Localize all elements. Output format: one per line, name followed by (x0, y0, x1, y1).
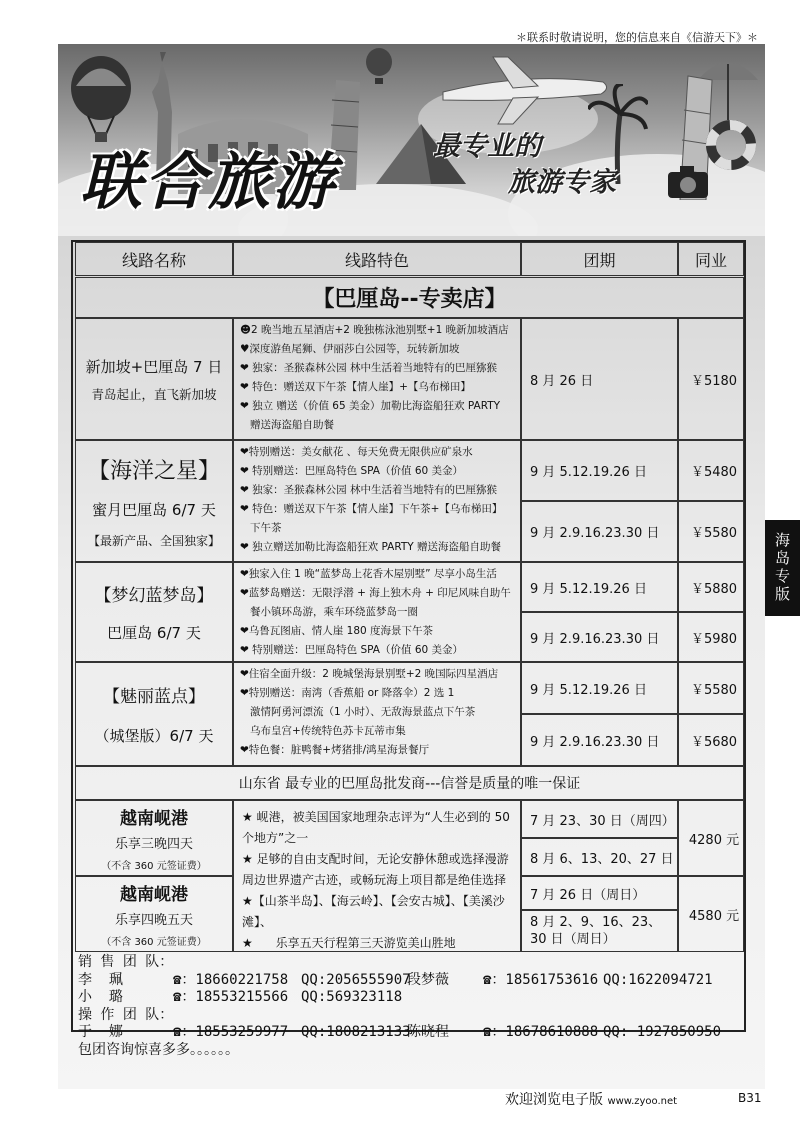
route-note: （不含 360 元签证费） (101, 937, 207, 948)
feature-line: ★【山茶半岛】、【海云岭】、【会安古城】、【美溪沙滩】、 (242, 894, 505, 929)
route-subtitle: 乐享三晚四天 (114, 837, 193, 852)
contact-tel: ☎：18678610888 (483, 1024, 599, 1040)
airplane-icon (433, 52, 613, 132)
brand-logo: 联合旅游 (80, 145, 337, 218)
feature-line: ❤ 独立赠送加勒比海盗船狂欢 PARTY 赠送海盗船自助餐 (240, 541, 502, 553)
contact-tel: ☎：18561753616 (483, 971, 599, 988)
feature-line: ❤住宿全面升级：2 晚城堡海景别墅+2 晚国际四星酒店 (240, 668, 499, 680)
feature-line: 下午茶 (240, 522, 282, 534)
feature-line: 赠送海盗船自助餐 (240, 419, 335, 431)
contact-qq: QQ:2056555907 (301, 971, 411, 988)
contact-name: 于 娜 (78, 1024, 123, 1040)
contact-row (78, 1024, 721, 1042)
route-name-cell (75, 662, 233, 766)
page-number: B31 (738, 1091, 762, 1105)
feature-line: ★ 岘港，被美国国家地理杂志评为“人生必到的 50 个地方”之一 (242, 810, 510, 845)
route-features (233, 440, 521, 562)
feature-line: 餐小镇环岛游，乘车环绕蓝梦岛一圈 (240, 606, 419, 618)
feature-line: ❤ 特色：赠送双下午茶【情人崖】+【乌布梯田】 (240, 381, 471, 393)
route-name-cell (75, 562, 233, 662)
contact-qq: QQ:569323118 (301, 989, 403, 1005)
feature-line: ❤特别赠送：南湾（香蕉船 or 降落伞）2 选 1 (240, 687, 455, 699)
banner (58, 44, 765, 236)
route-name: 新加坡+巴厘岛 7 日 (85, 357, 223, 376)
feature-line: ♥深度游鱼尾狮、伊丽莎白公园等，玩转新加坡 (240, 343, 460, 355)
tour-date: 8 月 2、9、16、23、30 日（周日） (521, 910, 678, 952)
contact-row (78, 972, 721, 990)
tour-date: 7 月 26 日（周日） (521, 876, 678, 910)
feature-line: ❤ 特色：赠送双下午茶【情人崖】下午茶+【乌布梯田】 (240, 503, 503, 515)
source-note: ＊联系时敬请说明，您的信息来自《信游天下》＊ (516, 31, 758, 44)
route-name: 【梦幻蓝梦岛】 (94, 586, 214, 606)
sales-label: 销 售 团 队： (78, 954, 174, 970)
contact-name: 李 珮 (78, 971, 123, 988)
tour-date: 9 月 2.9.16.23.30 日 (521, 501, 678, 562)
tour-price: ￥5680 (678, 714, 744, 766)
route-name: 越南岘港 (120, 809, 188, 829)
feature-line: ❤特色餐：脏鸭餐+烤猪排/鸿星海景餐厅 (240, 744, 430, 756)
feature-line: ❤蓝梦岛赠送：无限浮潜 + 海上独木舟 + 印尼风味自助午 (240, 587, 511, 599)
side-tab: 海岛专版 (765, 520, 800, 616)
contact-tel: ☎：18660221758 (173, 971, 289, 988)
route-features (233, 662, 521, 766)
tour-date: 8 月 26 日 (521, 318, 678, 440)
feature-line: ❤ 独立 赠送（价值 65 美金）加勒比海盗船狂欢 PARTY (240, 400, 501, 412)
contact-qq: QQ:1622094721 (603, 971, 713, 988)
feature-line: 激情阿勇河漂流（1 小时）、无敌海景蓝点下午茶 (240, 706, 476, 718)
feature-line: ☻2 晚当地五星酒店+2 晚独栋泳池别墅+1 晚新加坡酒店 (240, 324, 509, 336)
small-balloon-icon (363, 48, 395, 88)
contact-tel: ☎：18553259977 (173, 1024, 289, 1040)
footer-url[interactable]: www.zyoo.net (607, 1096, 678, 1107)
tour-price: ￥5480 (678, 440, 744, 501)
route-name-cell (75, 318, 233, 440)
tour-date: 9 月 5.12.19.26 日 (521, 662, 678, 714)
tour-date: 9 月 5.12.19.26 日 (521, 440, 678, 501)
tour-date: 8 月 6、13、20、27 日 (521, 838, 678, 876)
tour-price: ￥5580 (678, 501, 744, 562)
section-title: 【巴厘岛--专卖店】 (75, 277, 744, 318)
route-note: 【最新产品、全国独家】 (87, 533, 220, 548)
contact-tel: ☎：18553215566 (173, 989, 289, 1005)
contact-name: 陈晓程 (407, 1024, 449, 1040)
feature-line: ❤ 特别赠送：巴厘岛特色 SPA（价值 60 美金） (240, 644, 464, 656)
tour-price: 4280 元 (678, 800, 744, 876)
feature-line: ❤ 特别赠送：巴厘岛特色 SPA（价值 60 美金） (240, 465, 464, 477)
header-route: 线路名称 (75, 242, 233, 276)
feature-line: ★ 乐享五天行程第三天游览美山胜地 (242, 936, 456, 950)
feature-line: 乌布皇宫+传统特色苏卡瓦蒂市集 (240, 725, 406, 737)
feature-line: ★ 足够的自由支配时间，无论安静休憩或选择漫游周边世界遗产古迹，或畅玩海上项目都是绝佳选择 (242, 852, 509, 887)
life-ring-icon (706, 120, 756, 170)
route-name: 【魅丽蓝点】 (103, 687, 205, 707)
slogan-line2: 旅游专家 (508, 167, 616, 198)
route-subtitle: 巴厘岛 6/7 天 (107, 624, 201, 642)
tour-price: 4580 元 (678, 876, 744, 952)
route-subtitle: （城堡版）6/7 天 (94, 727, 214, 745)
route-features (233, 562, 521, 662)
route-name-cell (75, 800, 233, 876)
tour-price: ￥5580 (678, 662, 744, 714)
header-feature: 线路特色 (233, 242, 521, 276)
feature-line: ❤ 独家：圣猴森林公园 林中生活着当地特有的巴厘猕猴 (240, 484, 497, 496)
header-peer: 同业 (678, 242, 744, 276)
contact-name: 段梦薇 (407, 971, 449, 988)
feature-line: ❤独家入住 1 晚“蓝梦岛上花香木屋别墅” 尽享小岛生活 (240, 568, 497, 580)
footer-text: 欢迎浏览电子版 (505, 1092, 603, 1108)
contact-qq: QQ:1808213133 (301, 1024, 411, 1040)
route-name-cell (75, 876, 233, 952)
route-subtitle: 蜜月巴厘岛 6/7 天 (92, 500, 216, 519)
slogan-line1: 最专业的 (433, 131, 541, 162)
route-name: 【海洋之星】 (87, 458, 220, 484)
contact-name: 小 璐 (78, 989, 123, 1005)
tagline: 山东省 最专业的巴厘岛批发商---信誉是质量的唯一保证 (75, 766, 744, 800)
route-note: （不含 360 元签证费） (101, 861, 207, 872)
route-features (233, 318, 521, 440)
contact-row (78, 989, 721, 1007)
footer (505, 1089, 677, 1109)
tour-price: ￥5180 (678, 318, 744, 440)
route-subtitle: 乐享四晚五天 (114, 913, 193, 928)
tour-price: ￥5980 (678, 612, 744, 662)
tour-price: ￥5880 (678, 562, 744, 612)
contact-block (78, 954, 721, 1059)
camera-icon (668, 164, 708, 198)
contact-qq: QQ: 1927850950 (603, 1024, 722, 1040)
feature-line: ❤特别赠送：美女献花 、每天免费无限供应矿泉水 (240, 446, 473, 458)
tour-date: 9 月 2.9.16.23.30 日 (521, 714, 678, 766)
feature-line: ❤ 独家：圣猴森林公园 林中生活着当地特有的巴厘猕猴 (240, 362, 497, 374)
closing-note: 包团咨询惊喜多多。。。。。。 (78, 1041, 239, 1058)
tour-date: 7 月 23、30 日（周四） (521, 800, 678, 838)
route-name-cell (75, 440, 233, 562)
ops-label: 操 作 团 队： (78, 1006, 174, 1023)
route-subtitle: 青岛起止，直飞新加坡 (91, 386, 217, 402)
tour-date: 9 月 2.9.16.23.30 日 (521, 612, 678, 662)
tour-date: 9 月 5.12.19.26 日 (521, 562, 678, 612)
header-date: 团期 (521, 242, 678, 276)
feature-line: ❤乌鲁瓦图庙、情人崖 180 度海景下午茶 (240, 625, 434, 637)
route-features (233, 800, 521, 952)
route-name: 越南岘港 (120, 885, 188, 905)
